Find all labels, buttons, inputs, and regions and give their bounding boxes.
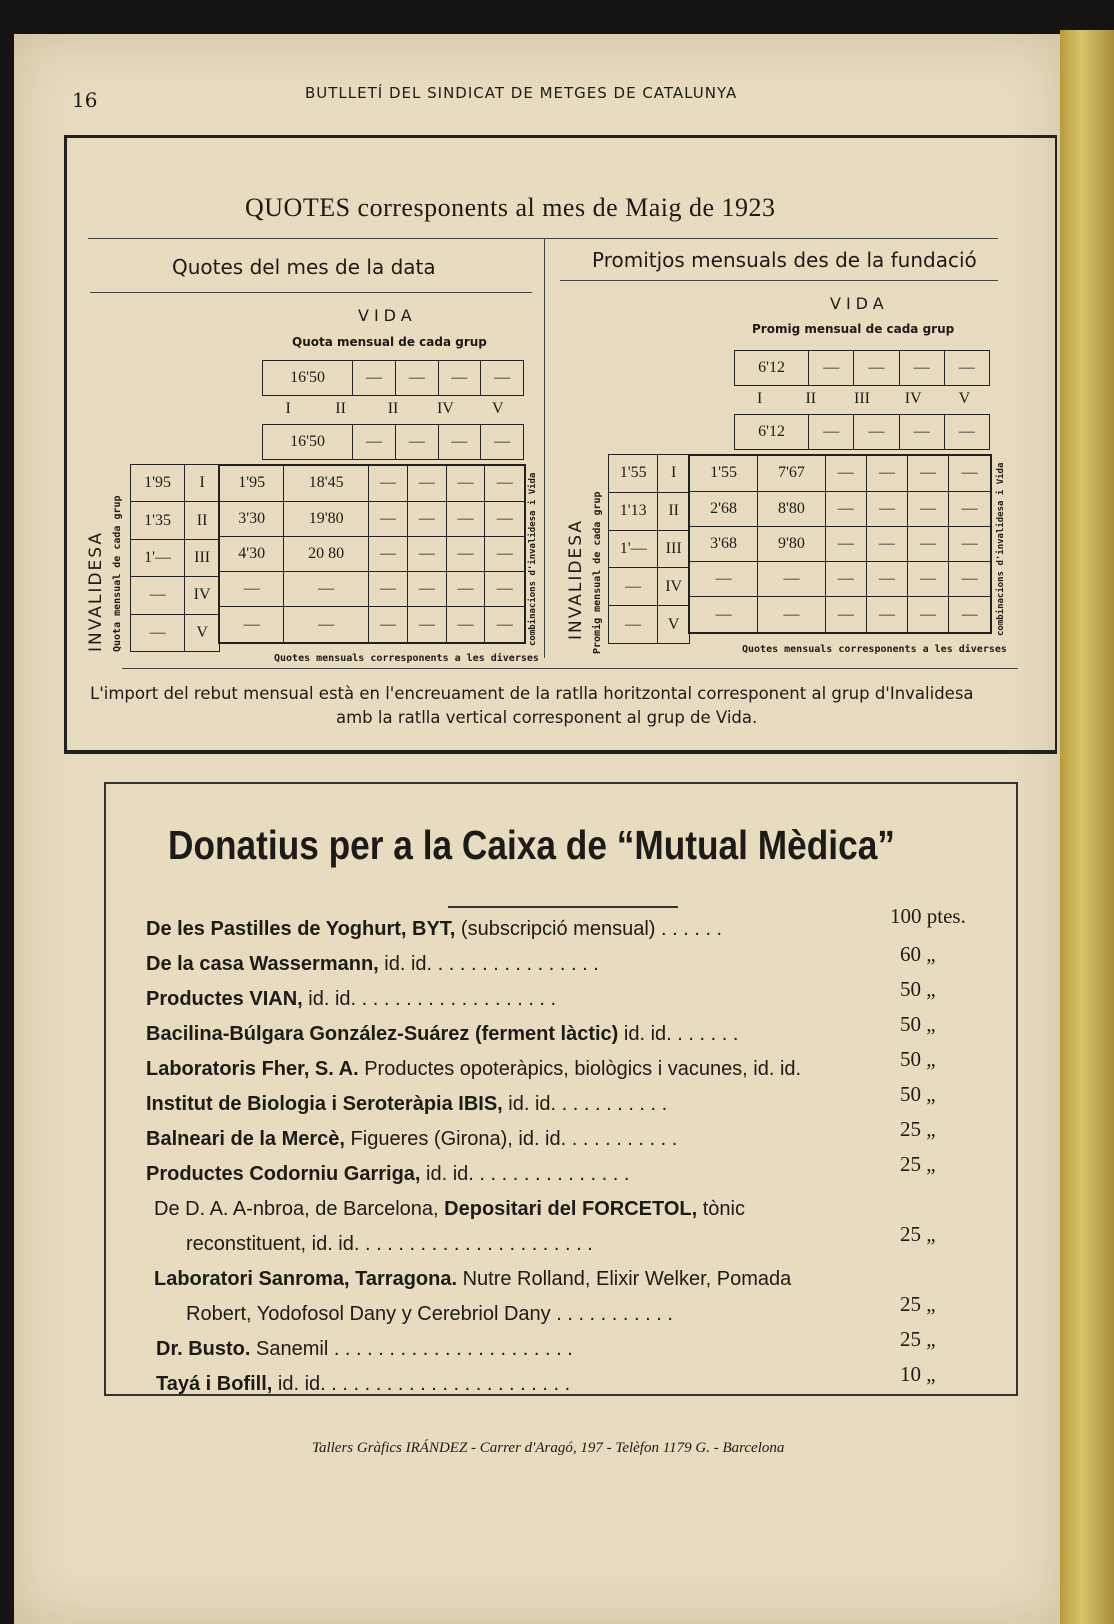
cell: — xyxy=(446,572,485,607)
donation-item xyxy=(146,1023,738,1046)
leader-dots: . . . . . . . . . . . . . . . . . . . . . . xyxy=(328,1338,573,1360)
table-row xyxy=(735,415,990,450)
cell: — xyxy=(866,597,907,633)
right-vida: VIDA xyxy=(830,294,889,313)
donor-name: De les Pastilles de Yoghurt, BYT, xyxy=(146,918,456,940)
cell: 1'55 xyxy=(609,455,658,493)
divider xyxy=(560,280,998,281)
right-bottom-label: Quotes mensuals corresponents a les diverses xyxy=(742,644,1007,655)
donation-amount: 25 „ xyxy=(900,1327,936,1351)
donation-item xyxy=(146,1058,801,1081)
cell: — xyxy=(407,465,446,501)
donation-item xyxy=(146,1093,667,1116)
cell: — xyxy=(485,607,525,643)
cell: — xyxy=(866,455,907,491)
group-label: I xyxy=(756,390,763,407)
cell: — xyxy=(949,526,991,561)
cell: — xyxy=(949,562,991,597)
right-invalidesa-sub: Promig mensual de cada grup xyxy=(592,491,603,654)
group-label: I xyxy=(285,400,291,417)
cell: III xyxy=(185,539,220,576)
table-row xyxy=(219,607,525,643)
leader-dots: . . . . . . . . . . . . . . . . . . . . . xyxy=(359,1233,593,1255)
left-combo-table xyxy=(218,464,526,644)
cell: — xyxy=(609,568,658,606)
cell: — xyxy=(944,351,989,386)
cell: — xyxy=(438,425,481,460)
cell: — xyxy=(758,597,826,633)
cell: 6'12 xyxy=(735,351,809,386)
cell: 6'12 xyxy=(735,415,809,450)
donation-detail: reconstituent, id. id. xyxy=(186,1233,360,1255)
cell: I xyxy=(658,455,690,493)
cell: — xyxy=(395,361,438,396)
cell: — xyxy=(284,572,369,607)
donation-item-continuation xyxy=(186,1233,593,1256)
cell: — xyxy=(446,465,485,501)
cell: 16'50 xyxy=(263,425,353,460)
donation-detail: Robert, Yodofosol Dany y Cerebriol Dany xyxy=(186,1303,551,1325)
table-row xyxy=(219,536,525,571)
cell: — xyxy=(825,491,866,526)
donation-detail: id. id. xyxy=(302,988,357,1010)
book-spine xyxy=(1060,30,1114,1624)
left-vida-sub: Quota mensual de cada grup xyxy=(292,335,487,349)
cell: — xyxy=(131,614,185,651)
donation-amount: 25 „ xyxy=(900,1152,936,1176)
cell: V xyxy=(185,614,220,651)
right-vida-sub: Promig mensual de cada grup xyxy=(752,322,955,336)
cell: — xyxy=(446,536,485,571)
printer-footer: Tallers Gràfics IRÁNDEZ - Carrer d'Aragó, 197 - Telèfon 1179 G. - Barcelona xyxy=(312,1440,785,1456)
cell: 7'67 xyxy=(758,455,826,491)
donation-detail: Sanemil xyxy=(250,1338,329,1360)
leader-dots: . . . . . . . . . . . . . . . . . . . . . . xyxy=(325,1373,571,1395)
right-vida-second-row xyxy=(734,414,990,450)
cell: — xyxy=(368,536,407,571)
cell: — xyxy=(609,606,658,644)
cell: — xyxy=(866,526,907,561)
donation-amount: 50 „ xyxy=(900,1012,936,1036)
table-row xyxy=(689,597,991,633)
donations-title: Donatius per a la Caixa de “Mutual Mèdica” xyxy=(168,822,895,868)
right-heading: Promitjos mensuals des de la fundació xyxy=(592,248,977,272)
cell: — xyxy=(825,562,866,597)
cell: — xyxy=(866,491,907,526)
right-combo-table xyxy=(688,454,992,634)
cell: IV xyxy=(185,577,220,614)
cell: — xyxy=(907,455,948,491)
cell: — xyxy=(907,526,948,561)
leader-dots: . . . . . . xyxy=(671,1023,739,1045)
table-row xyxy=(219,572,525,607)
donation-detail: id. id. xyxy=(618,1023,672,1045)
group-label: V xyxy=(492,400,504,417)
cell: — xyxy=(481,425,524,460)
donation-amount: 25 „ xyxy=(900,1222,936,1246)
donor-name: Balneari de la Mercè, xyxy=(146,1128,345,1150)
cell: — xyxy=(485,536,525,571)
donation-item xyxy=(146,918,722,941)
donation-item xyxy=(146,988,556,1011)
column-divider xyxy=(544,238,545,658)
leader-dots: . . . . . . . . . . . . . . . xyxy=(432,953,599,975)
donation-detail: De D. A. A‐nbroa, de Barcelona, xyxy=(154,1198,445,1220)
cell: — xyxy=(368,572,407,607)
donation-item xyxy=(156,1338,573,1361)
cell: 1'95 xyxy=(131,465,185,502)
cell: 1'13 xyxy=(609,492,658,530)
cell: 8'80 xyxy=(758,491,826,526)
donor-name: De la casa Wassermann, xyxy=(146,953,379,975)
cell: — xyxy=(689,597,758,633)
cell: III xyxy=(658,530,690,568)
cell: 3'30 xyxy=(219,501,284,536)
cell: 2'68 xyxy=(689,491,758,526)
cell: 20 80 xyxy=(284,536,369,571)
left-combo-label: combinacions d'invalidesa i Vida xyxy=(528,472,538,646)
donor-name: Laboratori Sanroma, Tarragona. xyxy=(154,1268,458,1290)
donation-detail: Nutre Rolland, Elixir Welker, Pomada xyxy=(457,1268,792,1290)
donation-detail: id. id. xyxy=(502,1093,557,1115)
cell: — xyxy=(368,465,407,501)
cell: — xyxy=(407,501,446,536)
donation-detail: Figueres (Girona), id. id. xyxy=(344,1128,567,1150)
right-combo-label: combinacions d'invalidesa i Vida xyxy=(996,462,1006,636)
donor-name: Productes VIAN, xyxy=(146,988,303,1010)
group-label: IV xyxy=(904,390,922,407)
cell: — xyxy=(825,597,866,633)
cell: — xyxy=(438,361,481,396)
leader-dots: . . . . . . . . . . xyxy=(556,1093,668,1115)
group-label: III xyxy=(854,390,870,407)
cell: — xyxy=(944,415,989,450)
cell: — xyxy=(949,455,991,491)
cell: — xyxy=(809,415,854,450)
cell: — xyxy=(485,572,525,607)
table-row xyxy=(689,491,991,526)
cell: 3'68 xyxy=(689,526,758,561)
left-invalidesa-sub: Quota mensual de cada grup xyxy=(112,495,123,652)
donation-amount: 100 ptes. xyxy=(890,904,966,928)
donor-name: Dr. Busto. xyxy=(156,1338,251,1360)
cell: — xyxy=(825,526,866,561)
cell: 1'95 xyxy=(219,465,284,501)
cell: 16'50 xyxy=(263,361,353,396)
group-label: II xyxy=(335,400,346,417)
cell: — xyxy=(395,425,438,460)
divider xyxy=(90,292,532,293)
table-row xyxy=(735,351,990,386)
group-label: IV xyxy=(436,400,454,417)
right-invalidesa-label: INVALIDESA xyxy=(566,519,586,640)
cell: II xyxy=(185,502,220,539)
cell: II xyxy=(658,492,690,530)
cell: — xyxy=(825,455,866,491)
donation-amount: 50 „ xyxy=(900,1082,936,1106)
cell: IV xyxy=(658,568,690,606)
cell: — xyxy=(353,425,396,460)
cell: 1'— xyxy=(131,539,185,576)
leader-dots: . . . . . . . . . . xyxy=(566,1128,678,1150)
cell: — xyxy=(949,491,991,526)
cell: 18'45 xyxy=(284,465,369,501)
donation-item xyxy=(146,953,599,976)
cell: — xyxy=(446,501,485,536)
leader-dots: . . . . . . xyxy=(655,918,723,940)
table-row xyxy=(609,568,690,606)
cell: — xyxy=(949,597,991,633)
donation-item xyxy=(154,1198,745,1221)
right-vida-top-row xyxy=(734,350,990,386)
donor-name: Bacilina-Búlgara González-Suárez (ferment làctic) xyxy=(146,1023,619,1045)
donor-name: Tayá i Bofill, xyxy=(156,1373,273,1395)
cell: — xyxy=(689,562,758,597)
table-row xyxy=(131,539,220,576)
donation-amount: 50 „ xyxy=(900,977,936,1001)
cell: — xyxy=(284,607,369,643)
cell: 1'35 xyxy=(131,502,185,539)
cell: — xyxy=(131,577,185,614)
table-row xyxy=(131,465,220,502)
table-row xyxy=(263,425,524,460)
table-row xyxy=(131,614,220,651)
donation-item xyxy=(156,1373,570,1396)
quotes-note-line1: L'import del rebut mensual està en l'encreuament de la ratlla horitzontal corresponent al grup d'Invalidesa xyxy=(90,684,974,703)
quotes-note-line2: amb la ratlla vertical corresponent al grup de Vida. xyxy=(336,708,758,727)
title-rule xyxy=(448,906,678,908)
cell: — xyxy=(219,572,284,607)
cell: — xyxy=(899,415,944,450)
leader-dots: . . . . . . . . . . . . . . xyxy=(473,1163,630,1185)
table-row xyxy=(689,526,991,561)
cell: — xyxy=(368,607,407,643)
divider xyxy=(122,668,1018,669)
donation-item-continuation xyxy=(186,1303,673,1326)
donation-item xyxy=(146,1128,677,1151)
donation-amount: 60 „ xyxy=(900,942,936,966)
leader-dots: . . . . . . . . . . . xyxy=(550,1303,673,1325)
donation-amount: 10 „ xyxy=(900,1362,936,1386)
table-row xyxy=(609,455,690,493)
cell: — xyxy=(758,562,826,597)
table-row xyxy=(219,465,525,501)
donor-name: Productes Codorniu Garriga, xyxy=(146,1163,421,1185)
donation-detail: id. id. xyxy=(420,1163,474,1185)
cell: — xyxy=(809,351,854,386)
table-row xyxy=(609,530,690,568)
leader-dots: . . . . . . . . . . . . . . . . . . xyxy=(356,988,557,1010)
donation-amount: 25 „ xyxy=(900,1292,936,1316)
group-label: II xyxy=(805,390,817,407)
cell: — xyxy=(446,607,485,643)
donation-detail: id. id. xyxy=(378,953,433,975)
left-vida-top-row xyxy=(262,360,524,396)
running-head: BUTLLETÍ DEL SINDICAT DE METGES DE CATALUNYA xyxy=(305,84,738,102)
donation-item xyxy=(146,1163,629,1186)
table-row xyxy=(219,501,525,536)
cell: — xyxy=(407,607,446,643)
right-vida-groups xyxy=(734,390,990,408)
left-vida: VIDA xyxy=(358,306,417,325)
cell: — xyxy=(854,351,899,386)
donation-amount: 25 „ xyxy=(900,1117,936,1141)
donation-detail: Productes opoteràpics, biològics i vacunes, id. id. xyxy=(358,1058,802,1080)
cell: — xyxy=(866,562,907,597)
donation-detail: tònic xyxy=(697,1198,745,1220)
left-bottom-label: Quotes mensuals corresponents a les diverses xyxy=(274,653,539,664)
donor-name: Laboratoris Fher, S. A. xyxy=(146,1058,359,1080)
left-invalidesa-label: INVALIDESA xyxy=(86,531,106,652)
cell: V xyxy=(658,606,690,644)
donation-item xyxy=(154,1268,791,1291)
cell: — xyxy=(899,351,944,386)
table-row xyxy=(131,577,220,614)
right-inv-table xyxy=(608,454,690,644)
cell: — xyxy=(907,562,948,597)
quotes-title: QUOTES corresponents al mes de Maig de 1923 xyxy=(245,193,776,222)
table-row xyxy=(609,492,690,530)
left-vida-groups xyxy=(262,400,524,418)
cell: — xyxy=(854,415,899,450)
cell: — xyxy=(485,465,525,501)
group-label: V xyxy=(958,390,971,407)
left-vida-second-row xyxy=(262,424,524,460)
divider xyxy=(88,238,998,239)
left-heading: Quotes del mes de la data xyxy=(172,255,436,279)
donation-amount: 50 „ xyxy=(900,1047,936,1071)
cell: — xyxy=(907,597,948,633)
table-row xyxy=(689,562,991,597)
cell: — xyxy=(481,361,524,396)
cell: 1'55 xyxy=(689,455,758,491)
cell: — xyxy=(407,536,446,571)
cell: 9'80 xyxy=(758,526,826,561)
cell: — xyxy=(219,607,284,643)
donation-detail: (subscripció mensual) xyxy=(455,918,656,940)
group-label: II xyxy=(387,400,399,417)
cell: — xyxy=(907,491,948,526)
cell: 1'— xyxy=(609,530,658,568)
cell: 4'30 xyxy=(219,536,284,571)
cell: — xyxy=(368,501,407,536)
cell: — xyxy=(407,572,446,607)
cell: I xyxy=(185,465,220,502)
table-row xyxy=(609,606,690,644)
cell: — xyxy=(485,501,525,536)
left-inv-table xyxy=(130,464,220,652)
donor-name: Institut de Biologia i Seroteràpia IBIS, xyxy=(146,1093,503,1115)
donor-product: Depositari del FORCETOL, xyxy=(444,1198,698,1220)
table-row xyxy=(131,502,220,539)
table-row xyxy=(263,361,524,396)
page-number: 16 xyxy=(72,88,98,112)
table-row xyxy=(689,455,991,491)
cell: — xyxy=(353,361,396,396)
cell: 19'80 xyxy=(284,501,369,536)
donation-detail: id. id. xyxy=(272,1373,326,1395)
